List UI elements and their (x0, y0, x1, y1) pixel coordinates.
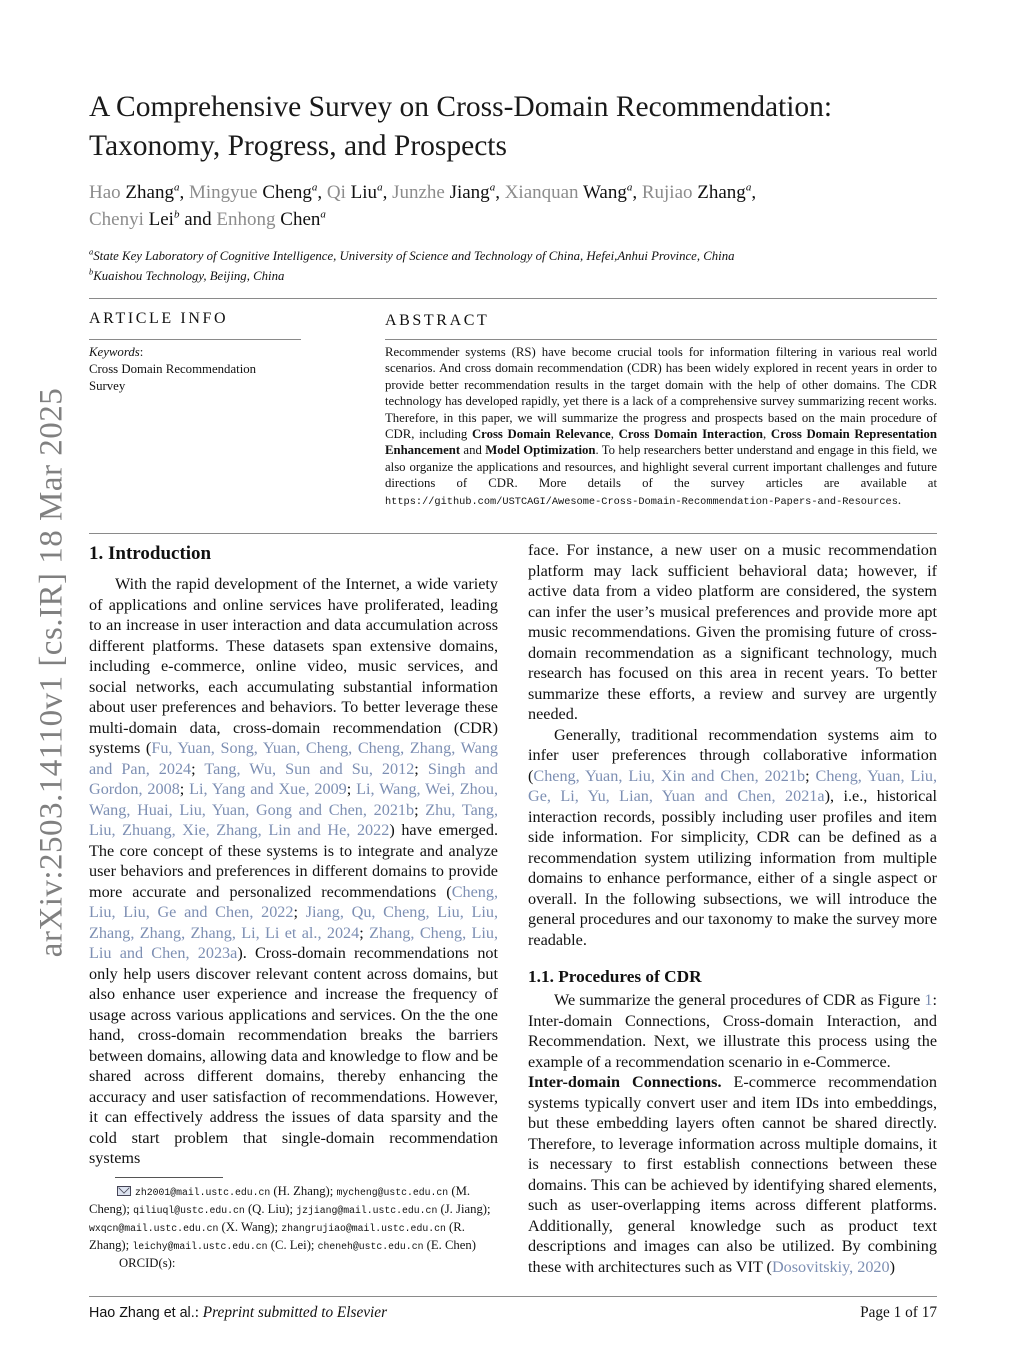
article-info-divider (89, 339, 301, 340)
citation-link[interactable]: Li, Wang, Wei, Zhou, Wang, Huai, Liu, Yuan, Gong and Chen, 2021b (89, 780, 498, 819)
article-info-heading: ARTICLE INFO (89, 310, 229, 327)
intro-paragraph-1-continued: face. For instance, a new user on a music recommendation platform may lack sufficient behavioral data; however, if active data from a video platform are considered, the system can infer the user’s musical preferences and provide more apt music recommendations. Given the promising future of cross-domain recommendation as a significant technology, much research has focused on this area in recent years. To better summarize these efforts, a review and survey are urgently needed. (528, 541, 937, 723)
runin-heading-inter-domain: Inter-domain Connections. (528, 1073, 722, 1091)
footer-venue: Preprint submitted to Elsevier (202, 1304, 388, 1321)
keyword: Survey (89, 379, 126, 393)
intro-paragraph-1: With the rapid development of the Internet, a wide variety of applications and online services have proliferated, leading to an increase in user interaction and data accumulation across different platforms. These datasets span extensive domains, including e-commerce, online video, music services, and social networks, each accumulating substantial information about user preferences and behaviors. To better leverage these multi-domain data, cross-domain recommendation (CDR) systems (Fu, Yuan, Song, Yuan, Cheng, Cheng, Zhang, Wang and Pan, 2024; Tang, Wu, Sun and Su, 2012; Singh and Gordon, 2008; Li, Yang and Xue, 2009; Li, Wang, Wei, Zhou, Wang, Huai, Liu, Yuan, Gong and Chen, 2021b; Zhu, Tang, Liu, Zhuang, Xie, Zhang, Lin and He, 2022) have emerged. The core concept of these systems is to integrate and analyze user behaviors and preferences in different domains to provide more accurate and personalized recommendations (Cheng, Liu, Liu, Ge and Chen, 2022; Jiang, Qu, Cheng, Liu, Liu, Zhang, Zhang, Zhang, Li, Li et al., 2024; Zhang, Cheng, Liu, Liu and Chen, 2023a). Cross-domain recommendations not only help users discover relevant content across domains, but also enhance user experience and increase the frequency of usage across various applications and services. On the the one hand, cross-domain recommendation breaks the barriers between domains, allowing data and knowledge to flow and be shared across different domains, thereby enhancing the accuracy and user satisfaction of recommendations. However, it can effectively address the issues of data sparsity and the cold start problem that single-domain recommendation systems (89, 575, 499, 1167)
title-line-2: Taxonomy, Progress, and Prospects (89, 130, 507, 162)
citation-link[interactable]: Cheng, Yuan, Liu, Xin and Chen, 2021b (533, 766, 806, 785)
author: Qi Liu$^a$ (326, 181, 383, 203)
affiliations (89, 246, 937, 286)
citation-link[interactable]: Jiang, Qu, Cheng, Liu, Liu, Zhang, Zhang, Zhang, Li, Li et al., 2024 (89, 903, 498, 942)
footer-divider (89, 1296, 937, 1297)
author: Enhong Chen$^a$ (216, 208, 326, 230)
citation-link[interactable]: Tang, Wu, Sun and Su, 2012 (204, 759, 415, 778)
procedures-paragraph-2: Inter-domain Connections. E-commerce recommendation systems typically convert user and item IDs into embeddings, but these embedding layers often cannot be shared directly. Therefore, to leverage information across multiple domains, it is necessary to first establish connections between these domains. This can be achieved by identifying shared elements, such as user-overlapping items across different platforms. Additionally, general knowledge such as product text descriptions and images can also be utilized. By combining these with architectures such as VIT (Dosovitskiy, 2020) (528, 1073, 937, 1276)
email-footnote: zh2001@mail.ustc.edu.cn (H. Zhang); mycheng@ustc.edu.cn (M. Cheng); qiliuql@ustc.edu.cn (Q. Liu); jzjiang@mail.ustc.edu.cn (J. Jiang); wxqcn@mail.ustc.edu.cn (X. Wang); zhangrujiao@mail.ustc.edu.cn (R. Zhang); leichy@mail.ustc.edu.cn (C. Lei); cheneh@ustc.edu.cn (E. Chen) ORCID(s): (89, 1183, 498, 1272)
page-number: Page 1 of 17 (860, 1304, 937, 1321)
arxiv-identifier: arXiv:2503.14110v1 [cs.IR] 18 Mar 2025 (33, 387, 70, 957)
subsection-heading-procedures: 1.1. Procedures of CDR (528, 967, 702, 986)
procedures-paragraph-1: We summarize the general procedures of CDR as Figure 1: Inter-domain Connections, Cross-domain Interaction, and Recommendation. Next, we illustrate this process using the example of a recommendation scenario in e-Commerce. (528, 991, 937, 1071)
citation-link[interactable]: Fu, Yuan, Song, Yuan, Cheng, Cheng, Zhang, Wang and Pan, 2024 (89, 739, 498, 778)
citation-link[interactable]: Li, Yang and Xue, 2009 (189, 780, 347, 798)
author-list: Hao Zhang$^a$, Mingyue Cheng$^a$, Qi Liu$^a$, Junzhe Jiang$^a$, Xianquan Wang$^a$, Rujiao Zhang$^a$, Chenyi Lei$^b$ and Enhong Chen$^a$ (89, 181, 757, 230)
intro-paragraph-2: Generally, traditional recommendation systems aim to infer user preferences through collaborative information (Cheng, Yuan, Liu, Xin and Chen, 2021b; Cheng, Yuan, Liu, Ge, Li, Yu, Lian, Yuan and Chen, 2021a), i.e., historical interaction records, possibly including user profiles and item side information. For simplicity, CDR can be defined as a recommendation system utilizing information from multiple domains to enhance performance, either of a single aspect or overall. In the following subsections, we will introduce the general procedures and our taxonomy to make the survey more readable. (528, 725, 938, 949)
keyword: Cross Domain Recommendation (89, 362, 257, 376)
title-line-1: A Comprehensive Survey on Cross-Domain Recommendation: (89, 91, 833, 123)
author: Xianquan Wang$^a$ (504, 181, 633, 203)
affiliation-b: $^b$Kuaishou Technology, Beijing, China (89, 266, 285, 283)
arxiv-side-stamp (28, 372, 76, 972)
orcid-label: ORCID(s): (119, 1256, 176, 1270)
affiliation-a: $^a$State Key Laboratory of Cognitive Intelligence, University of Science and Technology of China, Hefei,Anhui Province, China (89, 246, 735, 263)
keywords-label: Keywords (89, 345, 140, 359)
figure-reference-link[interactable]: 1 (924, 991, 933, 1009)
section-heading-introduction: 1. Introduction (89, 543, 212, 564)
citation-link[interactable]: Zhu, Tang, Liu, Zhuang, Xie, Zhang, Lin and He, 2022 (89, 800, 499, 839)
author: Hao Zhang$^a$ (89, 181, 180, 203)
envelope-icon (117, 1186, 131, 1196)
keywords-block: Keywords: Cross Domain Recommendation Survey (89, 344, 301, 395)
header-divider (89, 298, 937, 299)
abstract-bottom-divider (89, 533, 937, 534)
citation-link[interactable]: Cheng, Yuan, Liu, Ge, Li, Yu, Lian, Yuan and Chen, 2021a (528, 766, 938, 805)
author: Junzhe Jiang$^a$ (392, 181, 496, 203)
citation-link[interactable]: Singh and Gordon, 2008 (89, 759, 498, 798)
footnote-divider (115, 1177, 223, 1178)
footer-author: Hao Zhang et al. (89, 1305, 195, 1321)
citation-link[interactable]: Zhang, Cheng, Liu, Liu and Chen, 2023a (89, 923, 498, 962)
paper-title (89, 88, 937, 166)
citation-link[interactable]: Dosovitskiy, 2020 (771, 1257, 890, 1276)
author: Chenyi Lei$^b$ (89, 208, 180, 230)
right-column (528, 540, 937, 1277)
author: Mingyue Cheng$^a$ (188, 181, 318, 203)
running-footer: Hao Zhang et al.: Preprint submitted to Elsevier (89, 1304, 388, 1321)
citation-link[interactable]: Cheng, Liu, Liu, Ge and Chen, 2022 (89, 882, 498, 921)
repository-link[interactable]: https://github.com/USTCAGI/Awesome-Cross-Domain-Recommendation-Papers-and-Resources (385, 495, 898, 508)
abstract-divider (385, 339, 937, 340)
abstract-heading: ABSTRACT (385, 312, 490, 329)
abstract-text: Recommender systems (RS) have become crucial tools for information filtering in various real world scenarios. And cross domain recommendation (CDR) has been widely explored in recent years in order to provide better recommendation results in the target domain with the help of other domains. The CDR technology has developed rapidly, yet there is a lack of a comprehensive survey summarizing recent works. Therefore, in this paper, we will summarize the progress and prospects based on the main procedure of CDR, including Cross Domain Relevance, Cross Domain Interaction, Cross Domain Representation Enhancement and Model Optimization. To help researchers better understand and engage in this field, we also organize the applications and resources, and highlight several current important challenges and future directions of CDR. More details of the survey articles are available at https://github.com/USTCAGI/Awesome-Cross-Domain-Recommendation-Papers-and-Resources. (385, 345, 938, 508)
left-column (89, 542, 498, 1169)
author: Rujiao Zhang$^a$ (641, 181, 752, 203)
